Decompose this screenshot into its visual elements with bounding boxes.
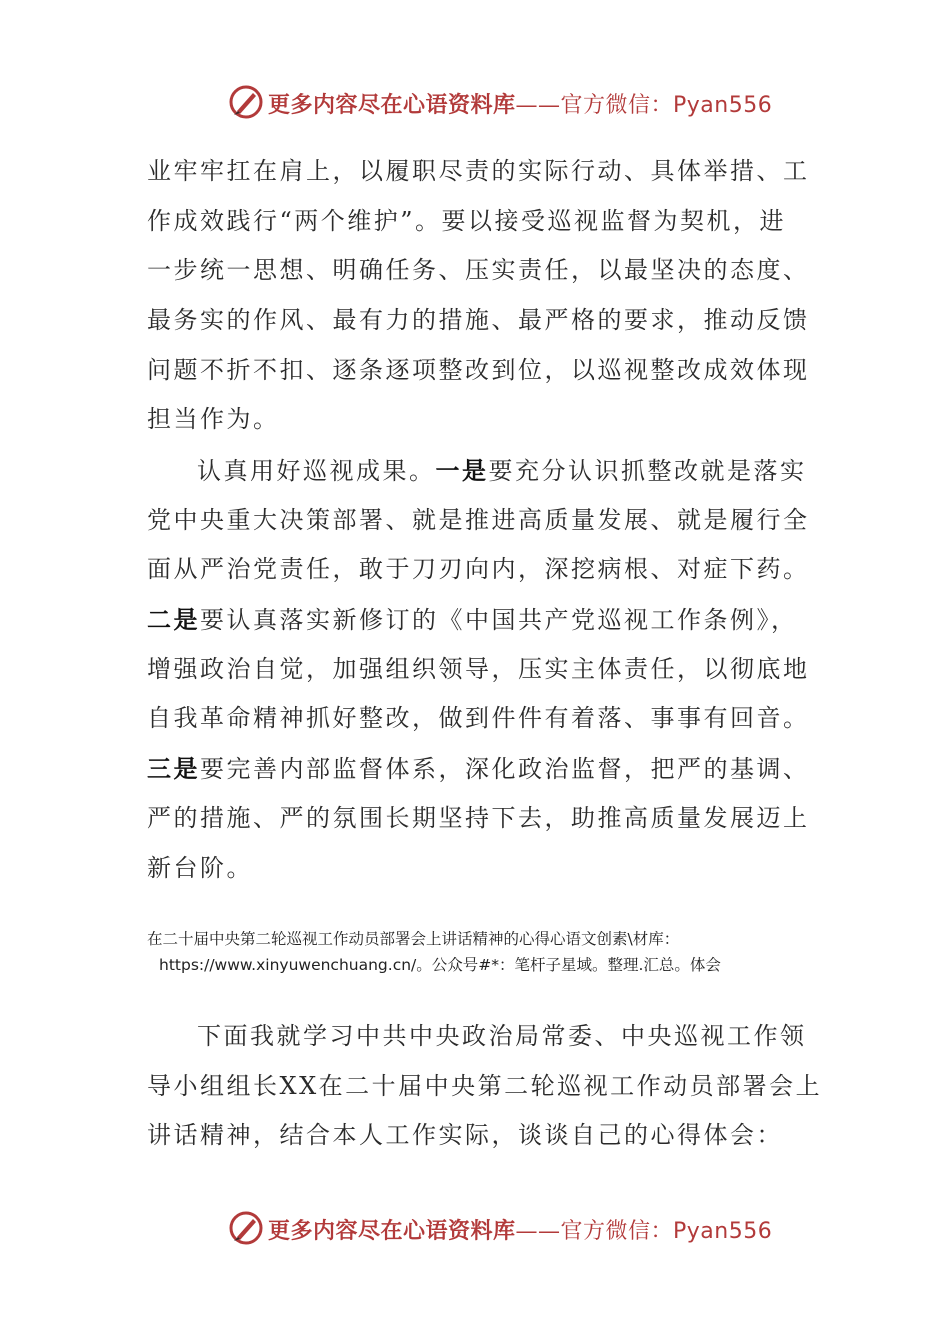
footer-banner-text (268, 1214, 772, 1245)
pen-logo-icon (228, 84, 264, 120)
footer-banner-dash: —— (515, 1219, 561, 1244)
paragraph-3-line: 导小组组长XX在二十届中央第二轮巡视工作动员部署会上 (147, 1071, 823, 1100)
paragraph-3 (147, 1012, 823, 1161)
paragraph-2-line: 自我革命精神抓好整改，做到件件有着落、事事有回音。 (147, 704, 810, 733)
header-banner-label: 更多内容尽在心语资料库 (268, 92, 516, 118)
paragraph-1-line: 业牢牢扛在肩上，以履职尽责的实际行动、具体举措、工 (147, 157, 810, 185)
paragraph-2-line (147, 595, 807, 645)
paragraph-1 (147, 147, 810, 445)
paragraph-2 (147, 446, 810, 893)
paragraph-1-line: 一步统一思想、明确任务、压实责任，以最坚决的态度、 (147, 256, 810, 285)
pen-logo-icon (228, 1210, 264, 1246)
point-two-label: 二是 (147, 605, 200, 635)
paragraph-2-line: 党中央重大决策部署、就是推进高质量发展、就是履行全 (147, 505, 810, 534)
paragraph-2-line: 新台阶。 (147, 853, 253, 882)
footer-banner (0, 1208, 950, 1248)
point-three-label: 三是 (147, 754, 200, 784)
header-banner (0, 82, 950, 122)
paragraph-2-line (147, 744, 810, 794)
footer-banner-contact: 官方微信：Pyan556 (560, 1219, 773, 1244)
paragraph-2-text: 要充分认识抓整改就是落实 (488, 457, 807, 485)
paragraph-2-heading: 认真用好巡视成果。 (197, 457, 436, 485)
footer-banner-label: 更多内容尽在心语资料库 (268, 1218, 516, 1244)
paragraph-1-line: 担当作为。 (147, 405, 280, 434)
paragraph-1-line: 作成效践行“两个维护”。要以接受巡视监督为契机，进 (147, 206, 787, 235)
header-banner-contact: 官方微信：Pyan556 (560, 93, 773, 118)
header-banner-dash: —— (515, 93, 561, 118)
paragraph-1-line: 最务实的作风、最有力的措施、最严格的要求，推动反馈 (147, 306, 810, 335)
paragraph-2-text: 要认真落实新修订的《中国共产党巡视工作条例》， (200, 606, 798, 635)
paragraph-3-line: 下面我就学习中共中央政治局常委、中央巡视工作领 (197, 1022, 807, 1050)
paragraph-2-line: 严的措施、严的氛围长期坚持下去，助推高质量发展迈上 (147, 803, 810, 832)
source-note-url-line: https://www.xinyuwenchuang.cn/。公众号#*：笔杆子星域。整理.汇总。体会 (159, 956, 721, 974)
source-note (147, 926, 827, 978)
paragraph-1-line: 问题不折不扣、逐条逐项整改到位，以巡视整改成效体现 (147, 355, 810, 384)
paragraph-2-line: 面从严治党责任，敢于刀刃向内，深挖病根、对症下药。 (147, 555, 810, 584)
paragraph-2-text: 要完善内部监督体系，深化政治监督，把严的基调、 (200, 755, 810, 784)
paragraph-2-line: 增强政治自觉，加强组织领导，压实主体责任，以彻底地 (147, 654, 810, 683)
point-one-label: 一是 (435, 456, 489, 485)
source-note-line: 在二十届中央第二轮巡视工作动员部署会上讲话精神的心得心语文创素\材库： (147, 930, 680, 948)
paragraph-3-line: 讲话精神，结合本人工作实际，谈谈自己的心得体会： (147, 1121, 783, 1150)
header-banner-text (268, 88, 772, 119)
paragraph-2-line (147, 446, 807, 496)
